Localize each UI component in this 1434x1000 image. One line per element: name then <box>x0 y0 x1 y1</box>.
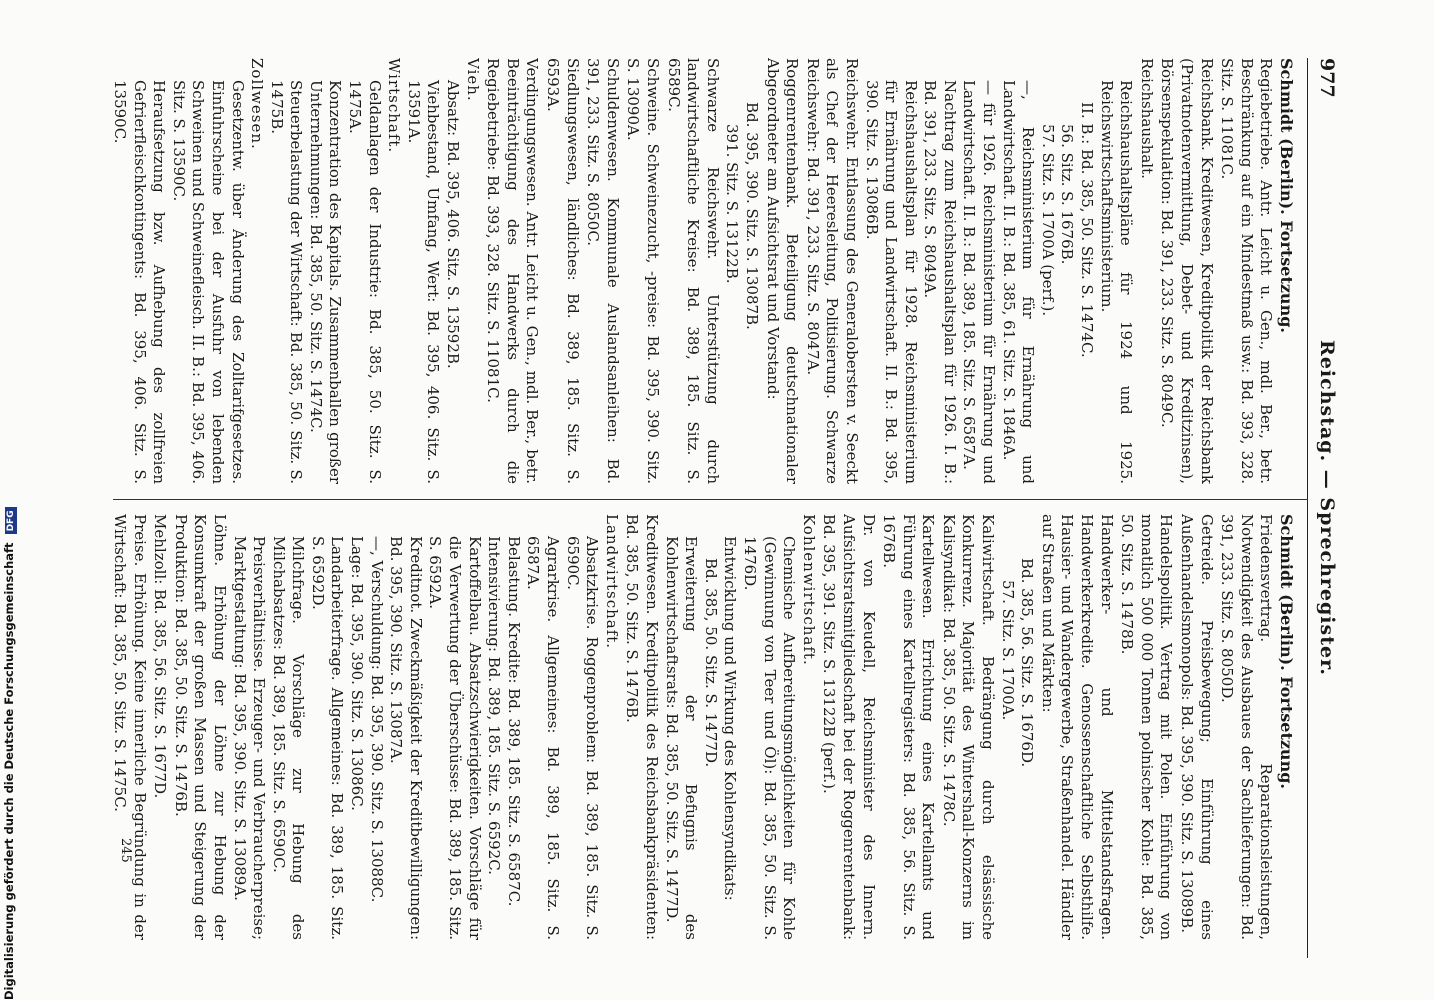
register-entry: Schweine. Schweinezucht, -preise: Bd. 395, 390. Sitz. S. 13090A. <box>624 58 662 484</box>
register-entry: Kreditnot. Zweckmäßigkeit der Kreditbewilligungen: Bd. 395, 390. Sitz. S. 13087A. <box>387 536 425 940</box>
section-heading: Landwirtschaft. <box>602 514 621 650</box>
register-entry: II. B.: Bd. 385, 50. Sitz. S. 1474C. <box>1078 102 1097 358</box>
register-entry: Handelspolitik. Vertrag mit Polen. Einführung von monatlich 500 000 Tonnen polnischer Kohle: Bd. 385, 50. Sitz. S. 1478B. <box>1118 514 1176 940</box>
register-entry: Kartoffelbau. Absatzschwierigkeiten. Vorschläge für die Verwertung der Überschüsse: Bd. 389, 185. Sitz. S. 6592A. <box>426 536 484 940</box>
column-heading: Schmidt (Berlin). Fortsetzung. <box>1277 514 1296 789</box>
running-head: Reichstag. — Sprechregister. <box>1316 340 1338 676</box>
register-entry: Bd. 395, 390. Sitz. S. 13087B. <box>742 102 761 330</box>
bottom-page-number: 245 <box>118 838 133 863</box>
register-entry: Bd. 385, 50. Sitz. S. 1477D. <box>701 558 720 768</box>
register-entry: Konzentration des Kapitals. Zusammenballen großer Unternehmungen: Bd. 385, 50. Sitz. S. 1474C. <box>306 80 345 484</box>
register-entry: —, Verschuldung: Bd. 395, 390. Sitz. S. 13088C. <box>367 536 386 903</box>
section-heading: Kohlenwirtschaft. <box>799 514 818 666</box>
register-entry: Absatz: Bd. 395, 406. Sitz. S. 13592B. <box>444 80 463 369</box>
register-entry: Entwicklung und Wirkung des Kohlensyndikats: <box>721 536 740 901</box>
register-entry: Intensivierung: Bd. 389, 185. Sitz. S. 6592C. <box>485 536 504 875</box>
register-entry: Landarbeiterfrage. Allgemeines: Bd. 389, 185. Sitz. S. 6592D. <box>308 536 347 940</box>
register-entry: Steuerbelastung der Wirtschaft: Bd. 385, 50. Sitz. S. 1475B. <box>267 80 306 484</box>
register-entry: Reichswehr. Entlassung des Generalobersten v. Seeckt als Chef der Heeresleitung, Politisierung. Schwarze Reichswehr: Bd. 391, 233. Sitz. S. 8047A. <box>803 58 861 484</box>
register-entry: Schuldenwesen. Kommunale Auslandsanleihen: Bd. 391, 233. Sitz. S. 8050C. <box>584 58 622 484</box>
register-entry: Löhne. Erhöhung der Löhne zur Hebung der Konsumkraft der großen Massen und Steigerung der Produktion: Bd. 385, 50. Sitz. S. 1476B. <box>171 514 229 940</box>
register-entry: Reichsbank. Kreditwesen, Kreditpolitik der Reichsbank (Privatnotenvermittlung, Debet- und Kreditzinsen), Börsenspekulation: Bd. 391, 233. Sitz. S. 8049C. <box>1158 58 1216 484</box>
right-column <box>110 514 1296 940</box>
register-entry: Friedensvertrag. Reparationsleistungen, Notwendigkeit des Ausbaues der Sachlieferungen: Bd. 391, 233. Sitz. S. 8050D. <box>1218 514 1276 940</box>
register-entry: Agrarkrise. Allgemeines: Bd. 389, 185. Sitz. S. 6587A. <box>524 536 563 940</box>
register-entry: Chemische Aufbereitungsmöglichkeiten für Kohle (Gewinnung von Teer und Öl): Bd. 385, 50. Sitz. S. 1476D. <box>740 536 799 940</box>
register-entry: Nachtrag zum Reichshaushaltsplan für 1926. I. B.: Bd. 391, 233. Sitz. S. 8049A. <box>921 80 959 484</box>
register-entry: 57. Sitz. S. 1700A (perf.). <box>1038 124 1057 317</box>
register-entry: Belastung. Kredite: Bd. 389, 185. Sitz. S. 6587C. <box>504 536 523 907</box>
register-entry: 57. Sitz. S. 1700A. <box>998 580 1017 721</box>
register-entry: Geldanlagen der Industrie: Bd. 385, 50. Sitz. S. 1475A. <box>346 80 384 484</box>
register-entry: Lage: Bd. 395, 390. Sitz. S. 13086C. <box>348 536 367 811</box>
register-entry: Heraufsetzung bzw. Aufhebung des zollfreien Gefrierfleischkontingents: Bd. 395, 406. Sitz. S. 13590C. <box>110 80 169 484</box>
left-column <box>110 58 1296 484</box>
register-entry: Reichshaushaltsplan für 1928. Reichsministerium für Ernährung und Landwirtschaft. II. B.: Bd. 395, 390. Sitz. S. 13086B. <box>862 80 920 484</box>
register-entry: Dr. von Keudell, Reichsminister des Innern. Aufsichtsratsmitgliedschaft bei der Roggenrentenbank: Bd. 395, 391. Sitz. S. 13122B (perf.). <box>820 514 878 940</box>
page-header <box>1307 58 1340 958</box>
register-entry: Kartellwesen. Errichtung eines Kartellamts und Führung eines Kartellregisters: Bd. 385, 56. Sitz. S. 1676B. <box>880 514 938 940</box>
register-entry: Handwerker- und Mittelstandsfragen. Handwerkerkredite. Genossenschaftliche Selbsthilfe. Hausier- und Wandergewerbe, Straßenhandel. Händler auf Straßen und Märkten: <box>1038 514 1116 940</box>
register-entry: Preise. Erhöhung. Keine innerliche Begründung in der Wirtschaft: Bd. 385, 50. Sitz. S. 1475C. <box>110 514 149 940</box>
register-entry: 391. Sitz. S. 13122B. <box>723 124 742 284</box>
register-entry: —, Reichsministerium für Ernährung und Landwirtschaft. II. B.: Bd. 385, 61. Sitz. S. 1846A. <box>999 80 1038 484</box>
credit-text: Digitalisierung gefördert durch die Deutsche Forschungsgemeinschaft <box>2 542 16 1000</box>
register-entry: Reichshaushalt. <box>1137 58 1156 179</box>
page-number: 977 <box>1316 58 1338 98</box>
dfg-logo: DFG <box>5 507 17 534</box>
register-entry: 56. Sitz. S. 1676B. <box>1058 124 1077 265</box>
column-divider <box>113 499 1308 500</box>
column-heading: Schmidt (Berlin). Fortsetzung. <box>1277 58 1296 333</box>
digitization-credit <box>2 0 18 1000</box>
section-heading: Zollwesen. <box>248 58 267 150</box>
register-entry: Erweiterung der Befugnis des Kohlenwirtschaftsrats: Bd. 385, 50. Sitz. S. 1477D. <box>662 536 701 940</box>
register-entry: Absatzkrise. Roggenproblem: Bd. 389, 185. Sitz. S. 6590C. <box>563 536 602 940</box>
register-entry: Milchfrage. Vorschläge zur Hebung des Milchabsatzes: Bd. 389, 185. Sitz. S. 6590C. <box>269 536 308 940</box>
register-entry: Getreide. Preisbewegung; Einführung eines Außenhandelsmonopols: Bd. 395, 390. Sitz. S. 13089B. <box>1178 514 1216 940</box>
register-entry: Siedlungswesen, ländliches: Bd. 389, 185. Sitz. S. 6593A. <box>544 58 582 484</box>
register-entry: Kreditwesen. Kreditpolitik des Reichsbankpräsidenten: Bd. 385, 50. Sitz. S. 1476B. <box>623 514 661 940</box>
rotated-document-page <box>110 58 1340 958</box>
register-entry: Preisverhältnisse. Erzeuger- und Verbraucherpreise; Marktgestaltung: Bd. 395, 390. Sitz. S. 13089A. <box>230 536 269 940</box>
register-entry: Mehlzoll: Bd. 385, 56. Sitz. S. 1677D. <box>151 514 170 799</box>
register-entry: Schwarze Reichswehr. Unterstützung durch landwirtschaftliche Kreise: Bd. 389, 185. Sitz. S. 6589C. <box>664 58 722 484</box>
register-entry: Viehbestand, Umfang, Wert: Bd. 395, 406. Sitz. S. 13591A. <box>404 80 443 484</box>
register-entry: Bd. 385, 56. Sitz. S. 1676D. <box>1018 558 1037 768</box>
register-entry: Kaliwirtschaft. Bedrängung durch elsässische Konkurrenz. Majorität des Wintershall-Konzerns im Kalisyndikat: Bd. 385, 50. Sitz. S. 1478C. <box>939 514 998 940</box>
register-entry: Roggenrentenbank. Beteiligung deutschnationaler Abgeordneter am Aufsichtsrat und Vorstand: <box>763 58 802 484</box>
register-entry: — für 1926. Reichsministerium für Ernährung und Landwirtschaft. II. B.: Bd. 389, 185. Sitz. S. 6587A. <box>960 80 999 484</box>
register-entry: Verdingungswesen. Antr. Leicht u. Gen., mdl. Ber., betr. Beeinträchtigung des Handwerks durch die Regiebetriebe: Bd. 393, 328. Sitz. S. 11081C. <box>484 58 542 484</box>
section-heading: Vieh. <box>463 58 482 102</box>
register-entry: Regiebetriebe. Antr. Leicht u. Gen., mdl. Ber., betr. Beschränkung auf ein Mindestmaß usw.: Bd. 393, 328. Sitz. S. 11081C. <box>1218 58 1276 484</box>
register-entry: Reichshaushaltspläne für 1924 und 1925. Reichswirtschaftsministerium. <box>1097 80 1136 484</box>
register-entry: Gesetzentw. über Änderung des Zolltarifgesetzes. Einfuhrscheine bei der Ausfuhr von lebenden Schweinen und Schweinefleisch. II. B.: Bd. 395, 406. Sitz. S. 13590C. <box>169 80 247 484</box>
section-heading: Wirtschaft. <box>385 58 404 154</box>
